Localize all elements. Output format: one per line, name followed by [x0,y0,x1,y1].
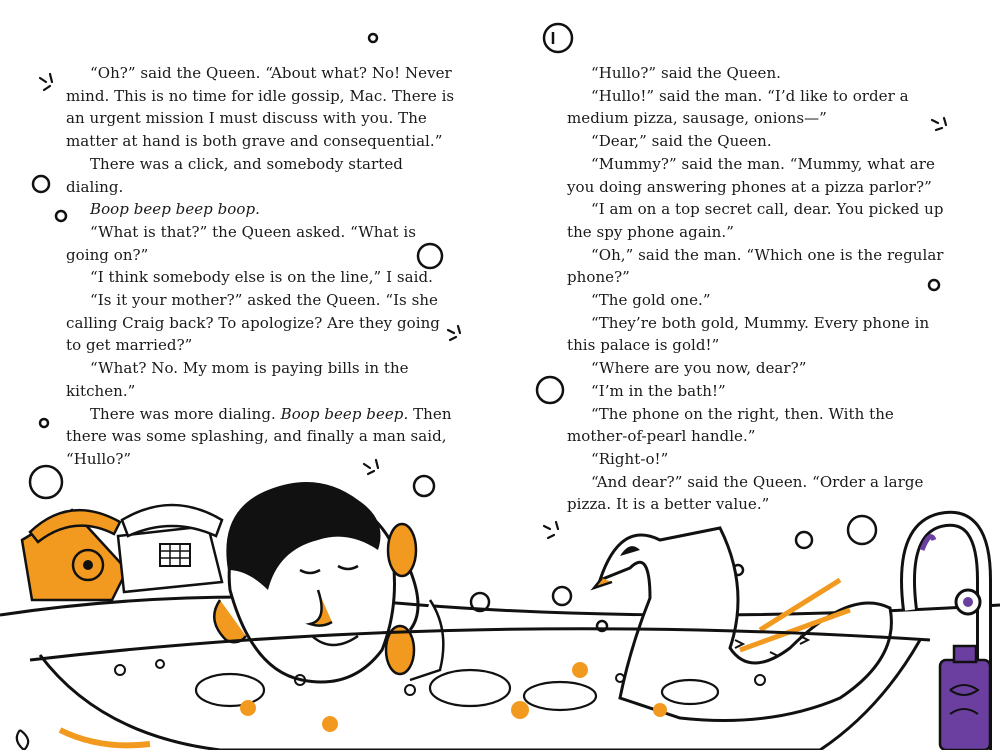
paragraph: “Oh,” said the man. “Which one is the regular phone?” [567,245,944,287]
paragraph: “Hullo?” said the Queen. [591,64,781,82]
paragraph: “Hullo!” said the man. “I’d like to order a medium pizza, sausage, onions—” [567,86,909,128]
paragraph: There was a click, and somebody started dialing. [66,154,403,196]
bubble-icon [56,211,66,221]
bath-illustration [0,440,1000,750]
man-character [214,482,443,682]
push-button-phone-icon [118,505,222,592]
sound-effect-text: Boop beep beep boop. [90,200,260,219]
bubble-icon [537,377,563,403]
bubble-icon [33,176,49,192]
paragraph: “The phone on the right, then. With the mother-of-pearl handle.” [567,404,894,446]
swan-toy [594,528,891,721]
paragraph: “What? No. My mom is paying bills in the kitchen.” [66,359,409,400]
paragraph: “Right-o!” [591,449,669,468]
sparkle-icon [364,460,558,538]
rotary-phone-icon [22,510,127,600]
left-page-text [66,62,458,471]
bubble-icon [369,34,377,42]
paragraph: “I am on a top secret call, dear. You picked up the spy phone again.” [567,200,944,241]
paragraph: “And dear?” said the Queen. “Order a large pizza. It is a better value.” [567,472,924,514]
paragraph: “Is it your mother?” asked the Queen. “Is she calling Craig back? To apologize? Are they going to get married?” [66,291,440,355]
sound-effect-text: Boop beep beep. [280,404,409,423]
paragraph-text: There was more dialing. [90,404,276,423]
paragraph [66,198,458,221]
paragraph: “They’re both gold, Mummy. Every phone in this palace is gold!” [567,313,930,355]
paragraph: “Dear,” said the Queen. [591,132,772,151]
paragraph: “Where are you now, dear?” [591,359,807,378]
paragraph: “What is that?” the Queen asked. “What is going on?” [66,222,416,264]
paragraph: “I think somebody else is on the line,” I said. [90,268,433,287]
paragraph-text: Then there was some splashing, and finally a man said, “Hullo?” [66,404,452,468]
paragraph: “Oh?” said the Queen. “About what? No! Never mind. This is no time for idle gossip, Mac. There is an urgent mission I must discuss with you. The matter at hand is both grave and consequential.” [66,64,455,151]
paragraph: “The gold one.” [591,291,711,310]
soap-bottle-icon [940,646,990,750]
bubble-icon [40,419,48,427]
paragraph: “Mummy?” said the man. “Mummy, what are you doing answering phones at a pizza parlor?” [567,154,935,196]
bubble-icon [544,24,572,52]
paragraph: “I’m in the bath!” [591,381,726,400]
